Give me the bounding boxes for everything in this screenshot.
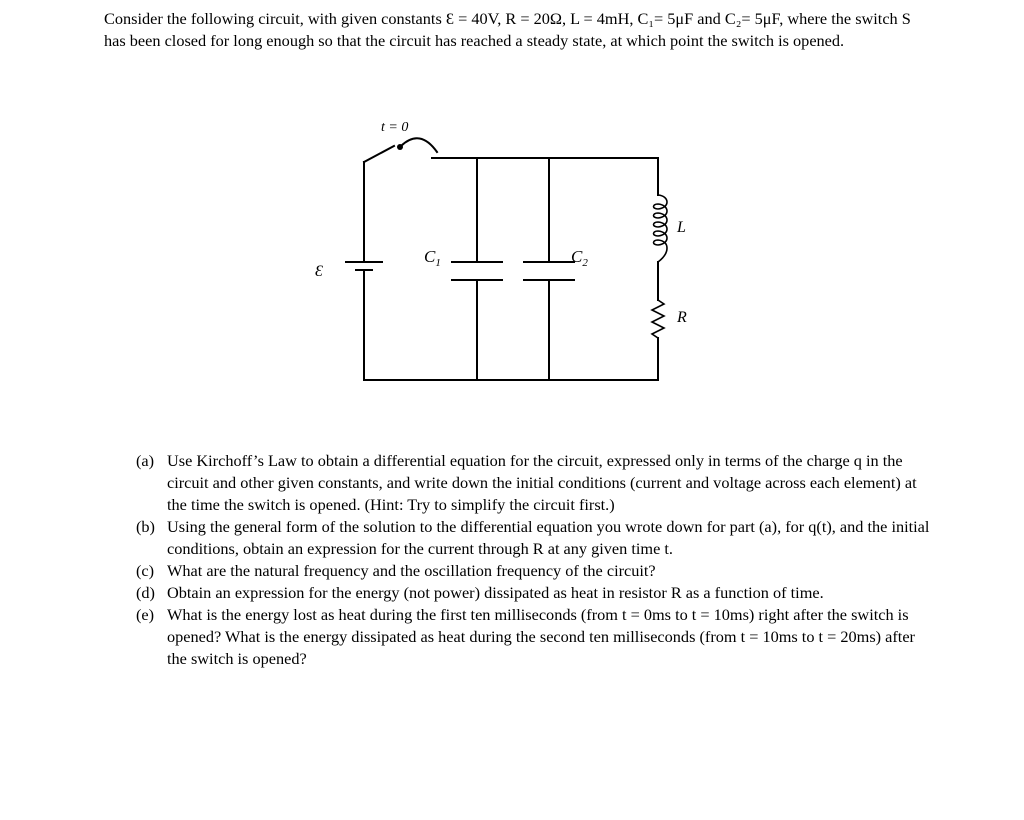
question-item-a bbox=[136, 450, 936, 516]
c1-plates bbox=[452, 262, 502, 280]
source-label: Ɛ bbox=[315, 263, 323, 280]
question-item-c bbox=[136, 560, 936, 582]
inductor-label: L bbox=[677, 219, 686, 236]
question-list bbox=[136, 450, 936, 670]
c2-plates bbox=[524, 262, 574, 280]
question-label: (c) bbox=[136, 561, 155, 580]
resistor-zigzag bbox=[652, 300, 664, 338]
question-label: (a) bbox=[136, 451, 155, 470]
question-text: What are the natural frequency and the oscillation frequency of the circuit? bbox=[167, 561, 656, 580]
switch-lead bbox=[364, 146, 394, 162]
question-label: (e) bbox=[136, 605, 155, 624]
c2-label: $C_2$ bbox=[571, 247, 588, 269]
question-text: Obtain an expression for the energy (not power) dissipated as heat in resistor R as a function of time. bbox=[167, 583, 824, 602]
switch-blade bbox=[401, 138, 437, 152]
resistor-label: R bbox=[677, 309, 687, 326]
switch-label: t = 0 bbox=[381, 120, 409, 135]
question-text: Using the general form of the solution to the differential equation you wrote down for part (a), for q(t), and the initial conditions, obtain an expression for the current through R at any given time t. bbox=[167, 517, 930, 558]
question-item-b bbox=[136, 516, 936, 560]
question-item-d bbox=[136, 582, 936, 604]
question-text: What is the energy lost as heat during the first ten milliseconds (from t = 0ms to t = 10ms) right after the switch is opened? What is the energy dissipated as heat during the second ten milliseconds (from t = 10ms to t = 20ms) after the switch is opened? bbox=[167, 605, 915, 668]
question-item-e bbox=[136, 604, 936, 670]
question-label: (b) bbox=[136, 517, 155, 536]
inductor-coil bbox=[654, 195, 668, 262]
question-label: (d) bbox=[136, 583, 155, 602]
problem-statement: Consider the following circuit, with given constants Ɛ = 40V, R = 20Ω, L = 4mH, C₁= 5μF and C₂= 5μF, where the switch S has been closed for long enough so that the circuit has reached a steady state, at which point the switch is opened. bbox=[104, 9, 911, 50]
question-text: Use Kirchoff’s Law to obtain a differential equation for the circuit, expressed only in terms of the charge q in the circuit and other given constants, and write down the initial conditions (current and voltage across each element) at the time the switch is opened. (Hint: Try to simplify the circuit first.) bbox=[167, 451, 917, 514]
c1-label: $C_1$ bbox=[424, 247, 441, 269]
